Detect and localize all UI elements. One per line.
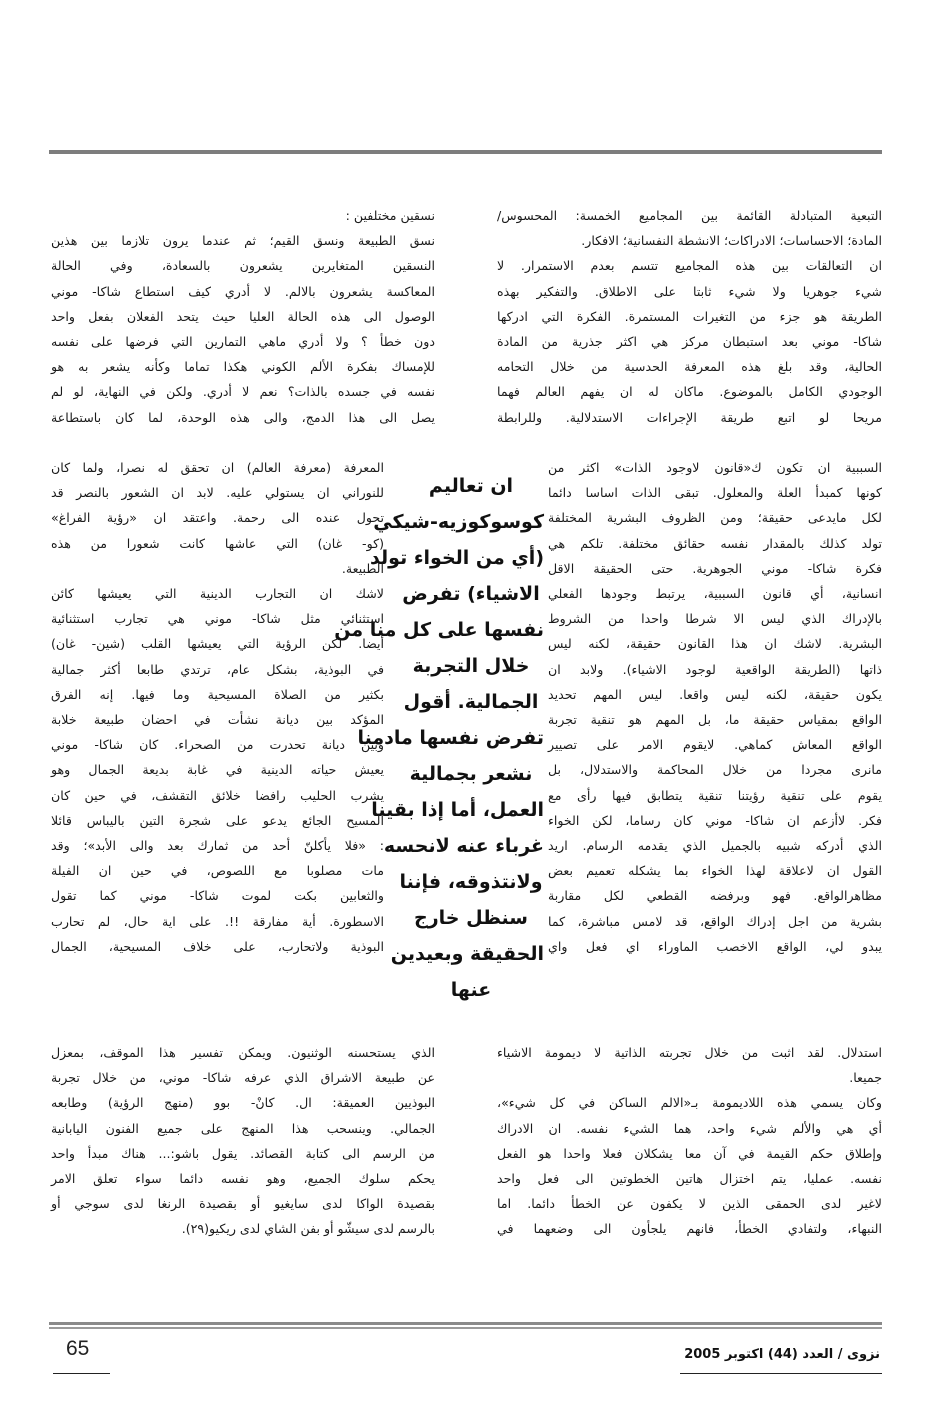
text-line: بالإدراك الذي ليس الا شرطا واحدا من الشروط bbox=[548, 611, 882, 627]
text-line: بشرية من اجل إدراك الواقع، قد لامس مباشرة، كما bbox=[548, 913, 882, 929]
pull-quote-line: خلال التجربة bbox=[412, 655, 530, 677]
text-line: (كو- غان) التي عاشها كانت شعورا من هذه bbox=[51, 535, 384, 551]
text-line: فكرة شاكا- موني الجوهرية. حتى الحقيقة الاقل bbox=[548, 560, 882, 576]
text-line: القول ان لاعلاقة لهذا الخواء بما يشكله تعميم بعض bbox=[548, 863, 882, 879]
text-line: الحالية، وقد بلغ هذه المعرفة الحدسية من خلال التحامه bbox=[497, 359, 882, 375]
text-line: النسقين المتغايرين يشعرون بالسعادة، وفي الحالة bbox=[51, 258, 435, 274]
text-line: وكان يسمي هذه اللاديمومة بـ«الالم الساكن في كل شيء»، bbox=[497, 1095, 882, 1111]
text-line: نفسه. عمليا، يتم اختزال هاتين الخطوتين الى فعل واحد bbox=[497, 1171, 882, 1187]
text-line: بالرسم لدى سيشّو أو بفن الشاي لدى ريكيو(٢٩). bbox=[181, 1221, 435, 1237]
text-line: البوذية ولاتحارب، على خلاف المسيحية، الجمال bbox=[51, 938, 384, 954]
text-line: الوصول الى هذه الحالة العليا حيث يتحد الفعلان بفعل واحد bbox=[51, 308, 435, 324]
text-line: استدلال. لقد اثبت من خلال تجربته الذاتية لا ديمومة الاشياء bbox=[497, 1045, 882, 1060]
text-line: عن طبيعة الاشراق الذي عرفه شاكا- موني، من خلال تجربة bbox=[51, 1070, 435, 1086]
pull-quote-line: الحقيقة وبعيدين bbox=[390, 943, 544, 965]
header-rule bbox=[49, 150, 882, 154]
text-line: بقصيدة الواكا لدى سايغيو أو بقصيدة الرنغا لدى سوجي أو bbox=[51, 1196, 435, 1212]
text-line: والثعابين بكت لموت شاكا- موني كما تقول bbox=[51, 888, 384, 904]
text-line: مانرى مجردا من خلال المحاكمة والاستدلال، بل bbox=[548, 762, 882, 778]
pull-quote-line: ان تعاليم bbox=[428, 475, 514, 497]
pull-quote-line: عنها bbox=[450, 979, 492, 1001]
text-line: المعاكسة يشعرون بالالم. لا أدري كيف استطاع شاكا- موني bbox=[51, 283, 435, 299]
pull-quote-line: كوسوكوزيه-شيكي bbox=[373, 511, 544, 533]
text-line: يعيش حياته الدينية في غابة بديعة الجمال وهو bbox=[51, 762, 384, 778]
text-line: الواقع بمقياس حقيقة ما، بل المهم هو تنقية تجربة bbox=[548, 712, 882, 728]
text-line: الذي يستحسنه الوثنيون. ويمكن تفسير هذا الموقف، بمعزل bbox=[51, 1045, 435, 1060]
text-line: يكون حقيقة، لكنه ليس واقعا. ليس المهم تحديد bbox=[548, 686, 882, 702]
text-line: البوذيين العميقة: ال. كانْ- بوو (منهج الرؤية) وطابعه bbox=[51, 1095, 435, 1111]
right-column-upper bbox=[497, 203, 882, 430]
text-line: وإطلاق حكم القيمة في آن معا يشكلان فعلا واحدا هو الفعل bbox=[497, 1145, 882, 1161]
right-column-middle bbox=[548, 455, 882, 959]
left-column-middle bbox=[51, 455, 384, 959]
text-line: للنوراني ان يستولي عليه. لابد ان الشعور بالنصر قد bbox=[51, 485, 384, 501]
pull-quote-line: نشعر بجمالية bbox=[409, 763, 533, 785]
issue-info-underline bbox=[680, 1373, 882, 1374]
text-line: وبين ديانة تحدرت من الصحراء. كان شاكا- موني bbox=[51, 737, 384, 753]
pull-quote-line: غرباء عنه لانحسه bbox=[383, 835, 544, 857]
text-line: : «فلا يأكلنّ أحد من ثمارك بعد والى الأبد»؛ وقد bbox=[51, 838, 384, 854]
pull-quote-line: الاشياء) تفرض bbox=[402, 583, 540, 605]
text-line: يشرب الحليب رافضا خلائق التقشف، في حين كان bbox=[51, 787, 384, 803]
text-line: تولد كذلك بالمقدار نفسه حقائق مختلفة. تلكم هي bbox=[548, 535, 882, 551]
text-line: يصل الى هذا الدمج، والى هذه الوحدة، لما كان باستطاعة bbox=[51, 409, 435, 425]
issue-info: نزوى / العدد (44) اكتوبر 2005 bbox=[684, 1347, 880, 1362]
text-line: شيء جوهريا ولا شيء ثابتا على الاطلاق. والتفكير بهذه bbox=[497, 283, 882, 299]
text-line: انسانية، أي قانون السببية، يرتبط وجودها الفعلي bbox=[548, 586, 882, 602]
page-number: 65 bbox=[66, 1337, 90, 1360]
text-line: السببية ان تكون ك«قانون لاوجود الذات» اكثر من bbox=[548, 460, 882, 475]
text-line: للإمساك بفكرة الألم الكوني هكذا تماما وكأنه يشعر به هو bbox=[51, 359, 435, 375]
text-line: النبهاء، ولتفادي الخطأ، فانهم يلجأون الى وضعهما في bbox=[497, 1221, 882, 1237]
text-line: مريحا لو اتبع طريقة الإجراءات الاستدلالية. وللرابطة bbox=[497, 409, 882, 425]
text-line: ان التعالقات بين هذه المجاميع تتسم بعدم الاستمرار. لا bbox=[497, 258, 882, 274]
text-line: التبعية المتبادلة القائمة بين المجاميع الخمسة: المحسوس/ bbox=[497, 208, 882, 223]
text-line: الطريقة هو جزء من التغيرات المستمرة. الفكرة التي ادركها bbox=[497, 308, 882, 324]
pull-quote-line: تفرض نفسها مادمنا bbox=[357, 727, 544, 749]
text-line: فكر. لاأزعم ان شاكا- موني كان رساما، لكن الخواء bbox=[548, 812, 882, 828]
text-line: مظاهرالواقع. فهو وبرفضه القطعي لكل مقاربة bbox=[548, 888, 882, 904]
text-line: يقوم على تنقية رؤيتنا تنقية يتطابق فيها رأى مع bbox=[548, 787, 882, 803]
pull-quote-line: الجمالية. أقول bbox=[403, 691, 539, 713]
text-line: لكل مايدعى حقيقة؛ ومن الظروف البشرية المختلفة bbox=[548, 510, 882, 526]
text-line: بكثير من الصلاة المسيحية وما فيها. إنه الفرق bbox=[51, 686, 384, 702]
text-line: الطبيعة. bbox=[341, 560, 384, 576]
text-line: يبدو لي، الواقع الاخصب الماوراء اي فعل واي bbox=[548, 938, 882, 954]
text-line: الوجودي الكامل بالموضوع. ماكان له ان يفهم العالم فهما bbox=[497, 384, 882, 400]
pull-quote-line: ولانتذوقه، فإننا bbox=[399, 871, 543, 893]
text-line: المعرفة (معرفة العالم) ان تحقق له نصرا، ولما كان bbox=[51, 460, 384, 475]
pull-quote-line: نفسها على كل منا من bbox=[334, 619, 544, 641]
text-line: استثنائي مثل شاكا- موني هي تجارب استثنائية bbox=[51, 611, 384, 627]
text-line: مات مصلوبا مع اللصوص، في حين ان الفيلة bbox=[51, 863, 384, 879]
pull-quote-line: (أي من الخواء تولد bbox=[370, 547, 544, 569]
text-line: الواقع المعاش كماهي. لايقوم الامر على تصيير bbox=[548, 737, 882, 753]
text-line: المادة؛ الاحساسات؛ الادراكات؛ الانشطة النفسانية؛ الافكار. bbox=[581, 233, 882, 249]
text-line: الذي أدركه شبيه بالجميل الذي يقدمه الرسام. اريد bbox=[548, 838, 882, 854]
text-line: جميعا. bbox=[849, 1070, 882, 1086]
text-line: يحكم سلوك الجميع، وهو نفسه دائما سواء تعلق الامر bbox=[51, 1171, 435, 1187]
footer-rule bbox=[49, 1322, 882, 1325]
text-line: المؤكد بين ديانة نشأت في احضان طبيعة خلابة bbox=[51, 712, 384, 728]
text-line: دون خطأ ؟ ولا أدري ماهي التمارين التي فرضها على نفسه bbox=[51, 334, 435, 350]
text-line: المسيح الجائع يدعو على شجرة التين باليباس قائلا bbox=[51, 812, 384, 828]
pull-quote-line: سنظل خارج bbox=[414, 907, 528, 929]
text-line: كونها كمبدأ العلة والمعلول. تبقى الذات اساسا دائما bbox=[548, 485, 882, 501]
text-line: البشرية. لاشك ان هذا القانون حقيقة، لكنه ليس bbox=[548, 636, 882, 652]
text-line: أيضا. لكن الرؤية التي يعيشها القلب (شين- غان) bbox=[51, 636, 384, 652]
text-line: الاسطورة. أية مفارقة !!. على اية حال، لم تحارب bbox=[51, 913, 384, 929]
text-line: من الرسم الى كتابة القصائد. يقول باشو:... هناك مبدأ واحد bbox=[51, 1145, 435, 1161]
text-line: نفسه في جسده بالذات؟ نعم لا أدري. ولكن في النهاية، لو لم bbox=[51, 384, 435, 400]
right-column-lower bbox=[497, 1040, 882, 1242]
text-line: الجمالي. وينسحب هذا المنهج على جميع الفنون اليابانية bbox=[51, 1120, 435, 1136]
footer-rule-secondary bbox=[49, 1327, 882, 1329]
text-line: نسق الطبيعة ونسق القيم؛ ثم عندما يرون تلازما بين هذين bbox=[51, 233, 435, 249]
page-number-underline bbox=[53, 1373, 110, 1374]
text-line: ذاتها (الطريقة الواقعية لوجود الاشياء). ولابد ان bbox=[548, 661, 882, 677]
text-line: لاغير لدى الحمقى الذين لا يكفون عن الخطأ دائما. اما bbox=[497, 1196, 882, 1212]
left-column-upper bbox=[51, 203, 435, 430]
text-line: في البوذية، بشكل عام، ترتدي طابعا أكثر جمالية bbox=[51, 661, 384, 677]
text-line: لاشك ان التجارب الدينية التي يعيشها كائن bbox=[51, 586, 384, 602]
left-column-lower bbox=[51, 1040, 435, 1242]
text-line: شاكا- موني بعد استبطان مركز هي اكثر جذرية من المادة bbox=[497, 334, 882, 350]
text-line: أي هي والألم شيء واحد، هما الشيء نفسه. ان الادراك bbox=[497, 1120, 882, 1136]
text-line: نسقين مختلفين : bbox=[345, 208, 435, 223]
pull-quote-line: العمل، أما إذا بقينا bbox=[371, 799, 544, 821]
text-line: تحول عنده الى رحمة. واعتقد ان «رؤية الفراغ» bbox=[51, 510, 384, 526]
